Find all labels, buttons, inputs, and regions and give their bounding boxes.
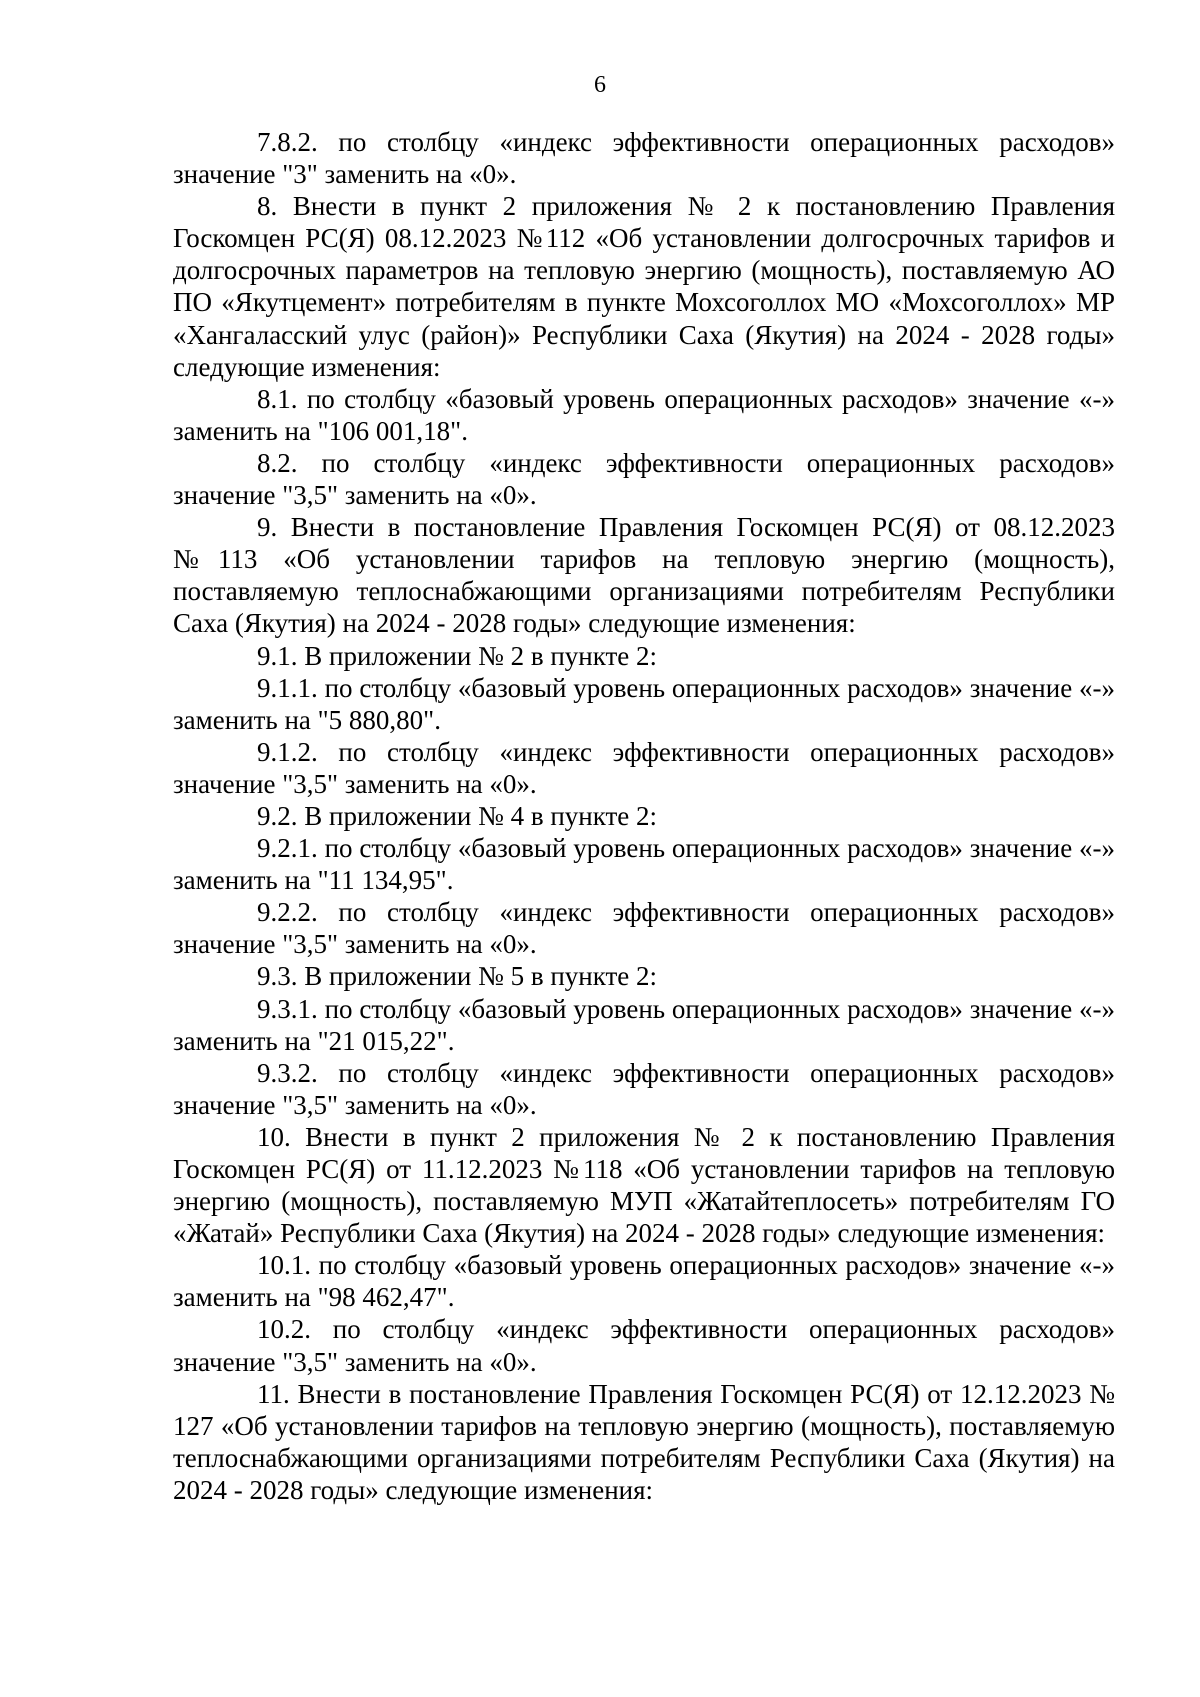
paragraph: 9.2.1. по столбцу «базовый уровень операционных расходов» значение «-» заменить на "11 134,95". bbox=[173, 833, 1115, 896]
paragraph: 9.3.1. по столбцу «базовый уровень операционных расходов» значение «-» заменить на "21 015,22". bbox=[173, 993, 1115, 1056]
page-number: 6 bbox=[594, 72, 606, 98]
paragraph: 10.2. по столбцу «индекс эффективности операционных расходов» значение "3,5" заменить на «0». bbox=[173, 1314, 1115, 1377]
paragraph: 9.3.2. по столбцу «индекс эффективности операционных расходов» значение "3,5" заменить на «0». bbox=[173, 1057, 1115, 1120]
paragraph: 9.2.2. по столбцу «индекс эффективности операционных расходов» значение "3,5" заменить на «0». bbox=[173, 897, 1115, 960]
paragraph: 9.1. В приложении № 2 в пункте 2: bbox=[257, 640, 658, 671]
paragraph: 9. Внести в постановление Правления Госкомцен РС(Я) от 08.12.2023 №113 «Об установлении тарифов на тепловую энергию (мощность), поставляемую теплоснабжающими организациями потребителям Республики Саха (Якутия) на 2024 - 2028 годы» следующие изменения: bbox=[173, 512, 1115, 639]
paragraph: 8. Внести в пункт 2 приложения № 2 к постановлению Правления Госкомцен РС(Я) 08.12.2023 №112 «Об установлении долгосрочных тарифов и долгосрочных параметров на тепловую энергию (мощность), поставляемую АО ПО «Якутцемент» потребителям в пункте Мохсоголлох МО «Мохсоголлох» МР «Хангаласский улус (район)» Республики Саха (Якутия) на 2024 - 2028 годы» следующие изменения: bbox=[173, 191, 1115, 382]
paragraph: 9.3. В приложении № 5 в пункте 2: bbox=[257, 961, 658, 992]
paragraph: 10.1. по столбцу «базовый уровень операционных расходов» значение «-» заменить на "98 462,47". bbox=[173, 1250, 1115, 1313]
paragraph: 8.1. по столбцу «базовый уровень операционных расходов» значение «-» заменить на "106 001,18". bbox=[173, 383, 1115, 446]
paragraph: 7.8.2. по столбцу «индекс эффективности операционных расходов» значение "3" заменить на «0». bbox=[173, 127, 1115, 190]
paragraph: 9.1.2. по столбцу «индекс эффективности операционных расходов» значение "3,5" заменить на «0». bbox=[173, 736, 1115, 799]
paragraph: 8.2. по столбцу «индекс эффективности операционных расходов» значение "3,5" заменить на «0». bbox=[173, 447, 1115, 511]
paragraph: 10. Внести в пункт 2 приложения № 2 к постановлению Правления Госкомцен РС(Я) от 11.12.2023 №118 «Об установлении тарифов на тепловую энергию (мощность), поставляемую МУП «Жатайтеплосеть» потребителям ГО «Жатай» Республики Саха (Якутия) на 2024 - 2028 годы» следующие изменения: bbox=[173, 1121, 1115, 1249]
document-body bbox=[173, 126, 1115, 1506]
paragraph: 11. Внести в постановление Правления Госкомцен РС(Я) от 12.12.2023 № 127 «Об установлении тарифов на тепловую энергию (мощность), поставляемую теплоснабжающими организациями потребителям Республики Саха (Якутия) на 2024 - 2028 годы» следующие изменения: bbox=[173, 1378, 1115, 1505]
paragraph: 9.1.1. по столбцу «базовый уровень операционных расходов» значение «-» заменить на "5 880,80". bbox=[173, 672, 1115, 735]
paragraph: 9.2. В приложении № 4 в пункте 2: bbox=[257, 800, 658, 831]
